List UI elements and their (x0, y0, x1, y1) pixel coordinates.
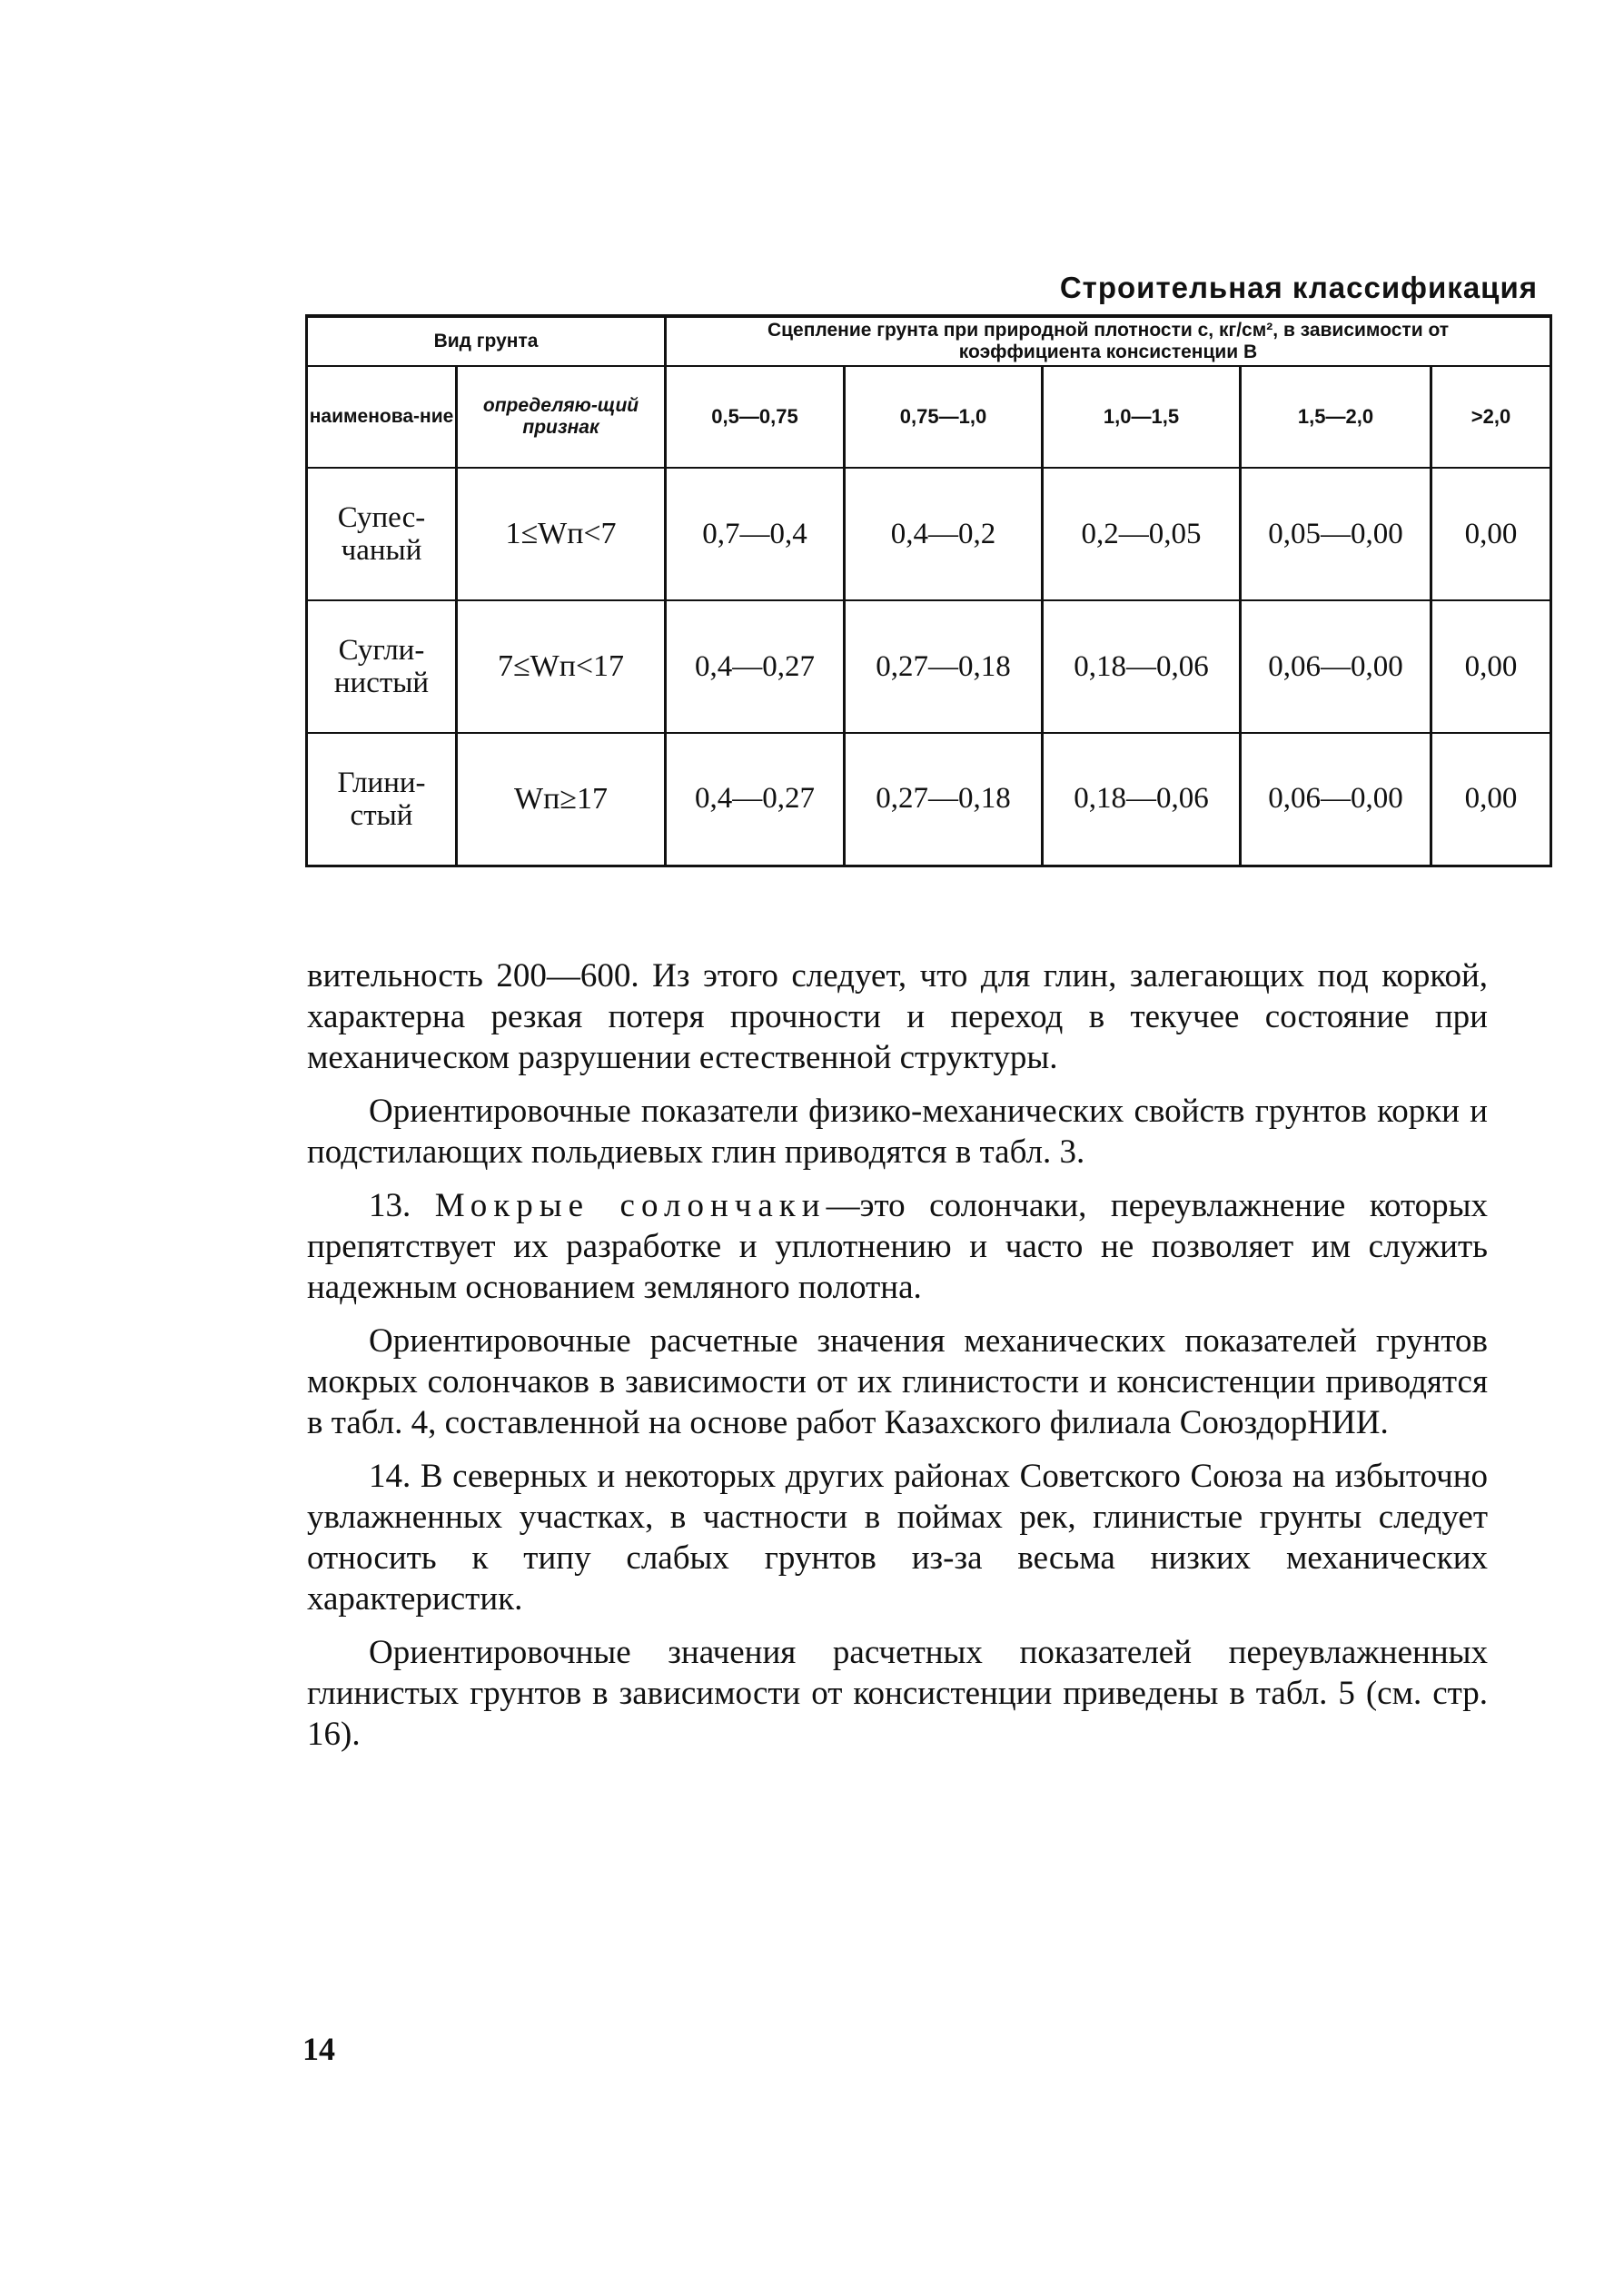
paragraph-section-13 (307, 1185, 1488, 1308)
paragraph: Ориентировочные показатели физико-механических свойств грунтов корки и подстилающих польдиевых глин приводятся в табл. 3. (307, 1093, 1488, 1171)
defining-sign: 7≤Wп<17 (457, 600, 666, 733)
cohesion-value: 0,27—0,18 (845, 600, 1043, 733)
header-range-2: 0,75—1,0 (845, 366, 1043, 468)
section-number: 13. (369, 1187, 411, 1224)
cohesion-value: 0,06—0,00 (1241, 733, 1431, 866)
cohesion-value: 0,4—0,27 (666, 600, 845, 733)
soil-cohesion-table (305, 314, 1552, 867)
soil-name: Супес-чаный (307, 468, 457, 600)
soil-name: Глини-стый (307, 733, 457, 866)
header-range-3: 1,0—1,5 (1043, 366, 1241, 468)
cohesion-value: 0,4—0,2 (845, 468, 1043, 600)
paragraph-section-14: 14. В северных и некоторых других районах Советского Союза на избыточно увлажненных участках, в частности в поймах рек, глинистые грунты следует относить к типу слабых грунтов из-за весьма низких механических характеристик. (307, 1458, 1488, 1618)
header-soil-type: Вид грунта (307, 316, 666, 366)
header-range-4: 1,5—2,0 (1241, 366, 1431, 468)
header-range-5: >2,0 (1431, 366, 1551, 468)
cohesion-value: 0,06—0,00 (1241, 600, 1431, 733)
cohesion-value: 0,05—0,00 (1241, 468, 1431, 600)
paragraph: Ориентировочные значения расчетных показателей переувлажненных глинистых грунтов в зависимости от консистенции приведены в табл. 5 (см. стр. 16). (307, 1634, 1488, 1753)
header-defining-sign: определяю-щий признак (457, 366, 666, 468)
cohesion-value: 0,27—0,18 (845, 733, 1043, 866)
defining-sign: 1≤Wп<7 (457, 468, 666, 600)
soil-cohesion-table-container (305, 314, 1550, 867)
cohesion-value: 0,7—0,4 (666, 468, 845, 600)
cohesion-value: 0,00 (1431, 600, 1551, 733)
header-cohesion: Сцепление грунта при природной плотности c, кг/см², в зависимости от коэффициента консистенции B (666, 316, 1551, 366)
paragraph-continuation: вительность 200—600. Из этого следует, что для глин, залегающих под коркой, характерна резкая потеря прочности и переход в текучее состояние при механическом разрушении естественной структуры. (307, 957, 1488, 1076)
body-text (307, 955, 1488, 1767)
soil-name: Сугли-нистый (307, 600, 457, 733)
table-row (307, 733, 1551, 866)
term-definition: —это солончаки, переувлажнение которых препятствует их разработке и уплотнению и часто не позволяет им служить надежным основанием земляного полотна. (307, 1187, 1489, 1306)
running-head: Строительная классификация (1059, 271, 1538, 304)
table-row (307, 600, 1551, 733)
page-number: 14 (302, 2031, 335, 2067)
cohesion-value: 0,18—0,06 (1043, 600, 1241, 733)
cohesion-value: 0,00 (1431, 733, 1551, 866)
paragraph: Ориентировочные расчетные значения механических показателей грунтов мокрых солончаков в зависимости от их глинистости и консистенции приводятся в табл. 4, составленной на основе работ Казахского филиала СоюздорНИИ. (307, 1322, 1488, 1441)
header-range-1: 0,5—0,75 (666, 366, 845, 468)
cohesion-value: 0,00 (1431, 468, 1551, 600)
defining-sign: Wп≥17 (457, 733, 666, 866)
header-name: наименова-ние (307, 366, 457, 468)
cohesion-value: 0,2—0,05 (1043, 468, 1241, 600)
term-wet-solonchaks: Мокрые солончаки (434, 1187, 827, 1224)
cohesion-value: 0,18—0,06 (1043, 733, 1241, 866)
table-row (307, 468, 1551, 600)
cohesion-value: 0,4—0,27 (666, 733, 845, 866)
